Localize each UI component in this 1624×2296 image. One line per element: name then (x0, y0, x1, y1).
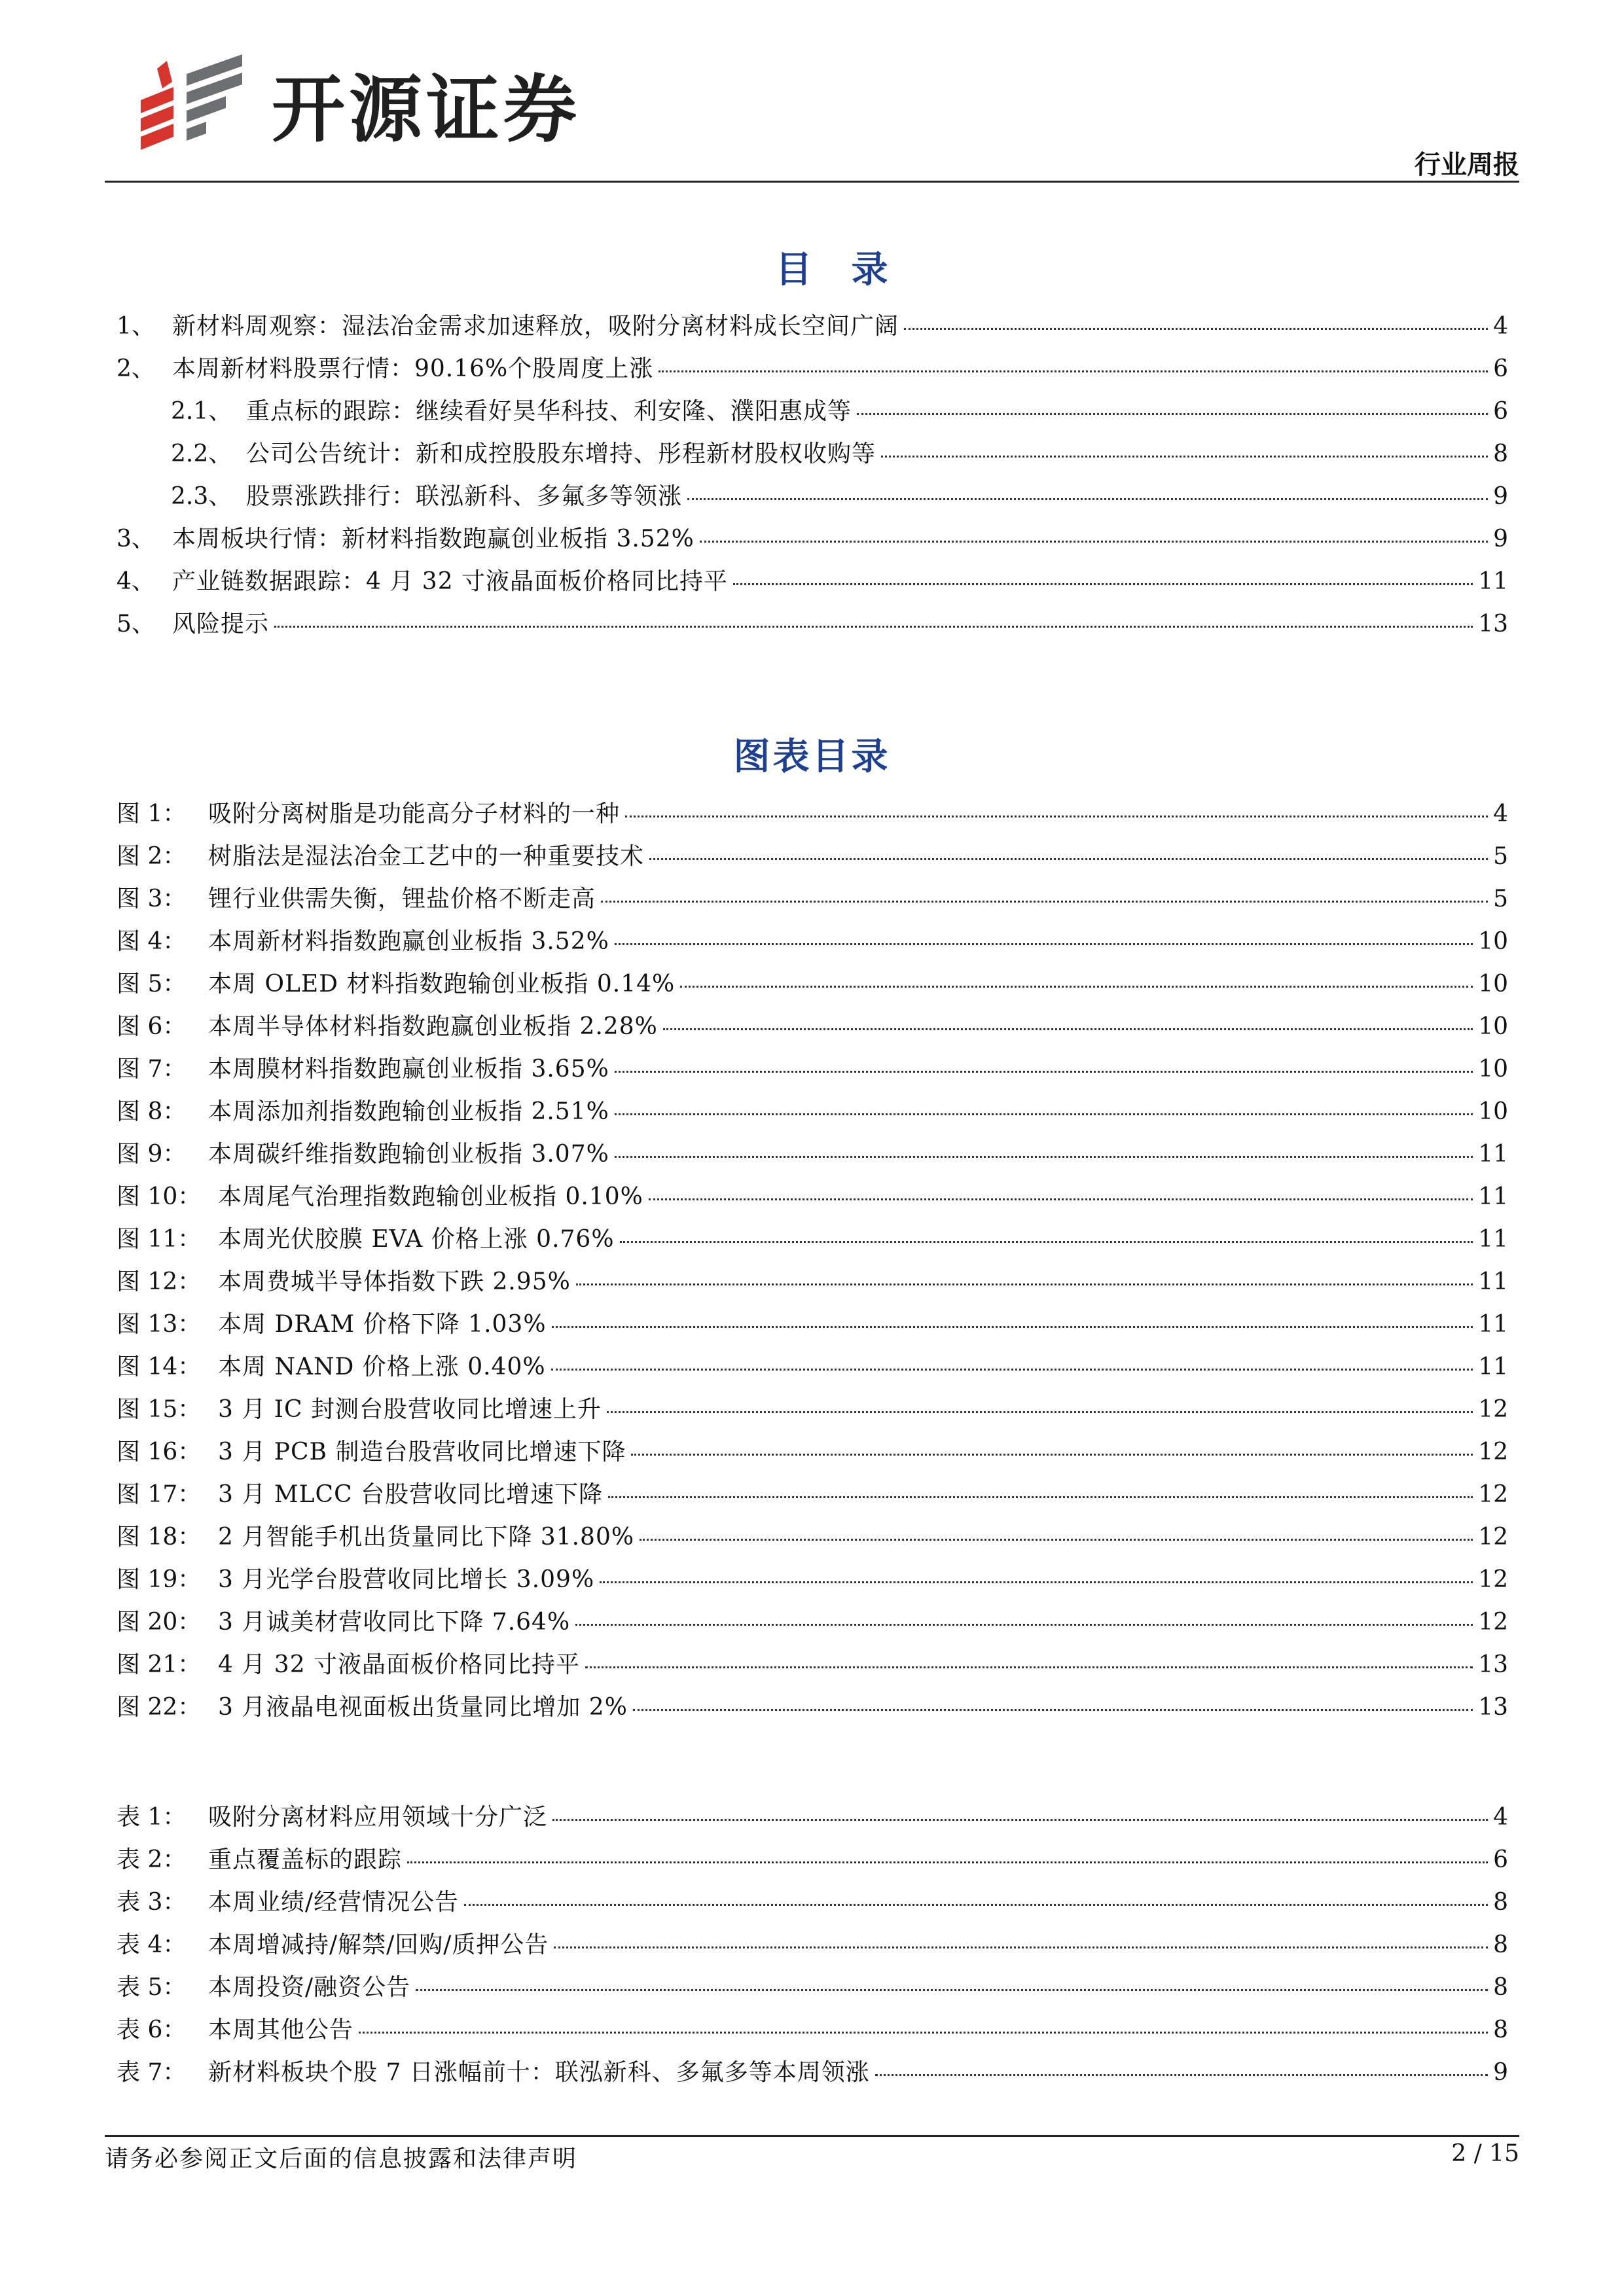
logo-text: 开源证券 (272, 67, 581, 152)
entry-number: 图 17： (117, 1481, 202, 1508)
entry-text: 本周 DRAM 价格下降 1.03% (218, 1311, 547, 1338)
entry-page: 13 (1478, 1694, 1508, 1721)
toc-entry[interactable] (117, 308, 1508, 350)
dot-leader (464, 1904, 1488, 1906)
entry-text: 产业链数据跟踪：4 月 32 寸液晶面板价格同比持平 (172, 568, 729, 595)
dot-leader (881, 456, 1488, 457)
entry-text: 本周 OLED 材料指数跑输创业板指 0.14% (208, 971, 676, 997)
dot-leader (640, 1539, 1473, 1541)
entry-text: 重点覆盖标的跟踪 (208, 1846, 403, 1873)
figure-list (117, 795, 1508, 1731)
dot-leader (700, 541, 1488, 543)
dot-leader (600, 1581, 1473, 1583)
legal-disclaimer: 请务必参阅正文后面的信息披露和法律声明 (105, 2145, 578, 2172)
dot-leader (551, 1369, 1473, 1371)
entry-number: 2.3、 (171, 483, 232, 510)
dot-leader (649, 1198, 1473, 1200)
entry-number: 图 7： (117, 1056, 187, 1083)
entry-text: 树脂法是湿法冶金工艺中的一种重要技术 (208, 843, 645, 870)
entry-text: 2 月智能手机出货量同比下降 31.80% (218, 1524, 635, 1551)
entry-text: 本周碳纤维指数跑输创业板指 3.07% (208, 1141, 609, 1168)
entry-text: 重点标的跟踪：继续看好昊华科技、利安隆、濮阳惠成等 (246, 398, 852, 425)
entry-number: 图 20： (117, 1609, 202, 1636)
entry-number: 图 10： (117, 1183, 202, 1210)
dot-leader (615, 943, 1473, 945)
entry-text: 本周新材料股票行情：90.16%个股周度上涨 (172, 355, 654, 382)
figure-entry[interactable] (117, 1221, 1508, 1263)
figure-entry[interactable] (117, 1689, 1508, 1731)
dot-leader (631, 1454, 1473, 1456)
table-entry[interactable] (117, 1926, 1508, 1969)
entry-text: 本周添加剂指数跑输创业板指 2.51% (208, 1098, 609, 1125)
entry-page: 6 (1493, 355, 1508, 382)
entry-page: 10 (1478, 1013, 1508, 1040)
entry-number: 表 4： (117, 1931, 187, 1958)
entry-page: 12 (1478, 1439, 1508, 1465)
figure-entry[interactable] (117, 880, 1508, 923)
dot-leader (607, 1411, 1473, 1413)
figure-entry[interactable] (117, 1050, 1508, 1093)
entry-page: 12 (1478, 1524, 1508, 1551)
figure-entry[interactable] (117, 1646, 1508, 1689)
header-divider (105, 181, 1519, 183)
dot-leader (552, 1819, 1488, 1821)
entry-page: 11 (1478, 1183, 1508, 1210)
entry-text: 股票涨跌排行：联泓新科、多氟多等领涨 (246, 483, 683, 510)
entry-text: 4 月 32 寸液晶面板价格同比持平 (218, 1651, 581, 1678)
entry-text: 本周增减持/解禁/回购/质押公告 (208, 1931, 549, 1958)
figure-entry[interactable] (117, 1178, 1508, 1221)
entry-text: 3 月 IC 封测台股营收同比增速上升 (218, 1396, 602, 1423)
dot-leader (416, 1989, 1488, 1991)
entry-number: 图 12： (117, 1268, 202, 1295)
figure-entry[interactable] (117, 1604, 1508, 1646)
entry-page: 11 (1478, 1354, 1508, 1380)
figure-entry[interactable] (117, 965, 1508, 1008)
entry-page: 5 (1493, 843, 1508, 870)
dot-leader (608, 1496, 1473, 1498)
toc-title: 目录 (775, 249, 928, 291)
entry-text: 新材料板块个股 7 日涨幅前十：联泓新科、多氟多等本周领涨 (208, 2059, 870, 2086)
entry-number: 图 6： (117, 1013, 187, 1040)
figure-entry[interactable] (117, 1348, 1508, 1391)
entry-number: 2.2、 (171, 440, 232, 467)
entry-page: 10 (1478, 971, 1508, 997)
entry-text: 本周 NAND 价格上涨 0.40% (218, 1354, 546, 1380)
entry-page: 12 (1478, 1396, 1508, 1423)
entry-page: 8 (1493, 440, 1508, 467)
entry-number: 表 5： (117, 1974, 187, 2001)
entry-number: 3、 (117, 526, 155, 552)
dot-leader (687, 498, 1488, 500)
entry-number: 表 7： (117, 2059, 187, 2086)
entry-page: 9 (1493, 483, 1508, 510)
entry-page: 12 (1478, 1609, 1508, 1636)
entry-number: 图 22： (117, 1694, 202, 1721)
figure-entry[interactable] (117, 1391, 1508, 1433)
entry-number: 2.1、 (171, 398, 232, 425)
entry-number: 图 1： (117, 800, 187, 827)
entry-number: 图 14： (117, 1354, 202, 1380)
company-logo (134, 51, 581, 156)
entry-number: 表 1： (117, 1804, 187, 1831)
entry-text: 本周业绩/经营情况公告 (208, 1889, 460, 1916)
table-entry[interactable] (117, 2011, 1508, 2054)
dot-leader (633, 1709, 1473, 1711)
entry-number: 表 2： (117, 1846, 187, 1873)
entry-text: 本周半导体材料指数跑赢创业板指 2.28% (208, 1013, 658, 1040)
figure-entry[interactable] (117, 1433, 1508, 1476)
entry-number: 图 2： (117, 843, 187, 870)
entry-text: 本周光伏胶膜 EVA 价格上涨 0.76% (218, 1226, 615, 1253)
figure-entry[interactable] (117, 1561, 1508, 1604)
entry-text: 本周投资/融资公告 (208, 1974, 411, 2001)
entry-page: 9 (1493, 526, 1508, 552)
entry-text: 本周板块行情：新材料指数跑赢创业板指 3.52% (172, 526, 695, 552)
entry-text: 3 月光学台股营收同比增长 3.09% (218, 1566, 595, 1593)
entry-text: 3 月 MLCC 台股营收同比增速下降 (218, 1481, 604, 1508)
figure-entry[interactable] (117, 1306, 1508, 1348)
entry-number: 图 4： (117, 928, 187, 955)
entry-number: 图 21： (117, 1651, 202, 1678)
entry-number: 图 19： (117, 1566, 202, 1593)
dot-leader (615, 1071, 1473, 1073)
entry-page: 8 (1493, 1974, 1508, 2001)
dot-leader (680, 986, 1473, 988)
entry-number: 图 16： (117, 1439, 202, 1465)
dot-leader (407, 1861, 1488, 1863)
entry-number: 1、 (117, 313, 155, 340)
toc-entry[interactable] (117, 605, 1508, 648)
entry-page: 8 (1493, 1931, 1508, 1958)
entry-page: 11 (1478, 1311, 1508, 1338)
dot-leader (585, 1666, 1473, 1668)
entry-page: 4 (1493, 1804, 1508, 1831)
entry-page: 11 (1478, 1141, 1508, 1168)
footer-divider (105, 2135, 1519, 2137)
entry-page: 4 (1493, 800, 1508, 827)
table-entry[interactable] (117, 1884, 1508, 1926)
dot-leader (620, 1241, 1473, 1243)
dot-leader (663, 1028, 1473, 1030)
report-type-label: 行业周报 (1415, 150, 1519, 180)
entry-number: 图 8： (117, 1098, 187, 1125)
toc-list (117, 308, 1508, 648)
logo-mark-icon (134, 54, 252, 152)
entry-page: 10 (1478, 928, 1508, 955)
page-number: 2 / 15 (1451, 2140, 1519, 2167)
entry-page: 13 (1478, 1651, 1508, 1678)
figure-entry[interactable] (117, 1093, 1508, 1136)
entry-number: 图 18： (117, 1524, 202, 1551)
dot-leader (649, 858, 1488, 860)
figure-entry[interactable] (117, 923, 1508, 965)
entry-number: 表 3： (117, 1889, 187, 1916)
figure-entry[interactable] (117, 1263, 1508, 1306)
entry-number: 图 11： (117, 1226, 202, 1253)
figure-entry[interactable] (117, 1476, 1508, 1518)
entry-text: 本周尾气治理指数跑输创业板指 0.10% (218, 1183, 643, 1210)
entry-number: 5、 (117, 611, 155, 637)
dot-leader (601, 901, 1488, 903)
table-entry[interactable] (117, 1969, 1508, 2011)
entry-number: 图 5： (117, 971, 187, 997)
dot-leader (904, 328, 1488, 330)
table-entry[interactable] (117, 1799, 1508, 1841)
entry-page: 13 (1478, 611, 1508, 637)
entry-page: 12 (1478, 1481, 1508, 1508)
entry-number: 图 3： (117, 886, 187, 912)
entry-number: 图 9： (117, 1141, 187, 1168)
dot-leader (576, 1283, 1473, 1285)
figure-entry[interactable] (117, 1136, 1508, 1178)
entry-page: 6 (1493, 398, 1508, 425)
dot-leader (659, 370, 1488, 372)
dot-leader (274, 626, 1473, 628)
toc-entry[interactable] (117, 563, 1508, 605)
entry-text: 吸附分离材料应用领域十分广泛 (208, 1804, 548, 1831)
entry-number: 图 13： (117, 1311, 202, 1338)
entry-page: 4 (1493, 313, 1508, 340)
dot-leader (875, 2074, 1488, 2076)
entry-page: 10 (1478, 1056, 1508, 1083)
entry-page: 10 (1478, 1098, 1508, 1125)
dot-leader (359, 2032, 1488, 2034)
entry-text: 锂行业供需失衡，锂盐价格不断走高 (208, 886, 596, 912)
entry-text: 吸附分离树脂是功能高分子材料的一种 (208, 800, 621, 827)
entry-text: 本周新材料指数跑赢创业板指 3.52% (208, 928, 609, 955)
entry-text: 本周费城半导体指数下跌 2.95% (218, 1268, 571, 1295)
table-list (117, 1799, 1508, 2096)
entry-page: 12 (1478, 1566, 1508, 1593)
entry-text: 新材料周观察：湿法冶金需求加速释放，吸附分离材料成长空间广阔 (172, 313, 899, 340)
toc-subentry[interactable] (117, 478, 1508, 520)
toc-entry[interactable] (117, 520, 1508, 563)
entry-text: 本周膜材料指数跑赢创业板指 3.65% (208, 1056, 609, 1083)
dot-leader (733, 583, 1473, 585)
entry-text: 风险提示 (172, 611, 270, 637)
entry-number: 图 15： (117, 1396, 202, 1423)
entry-page: 9 (1493, 2059, 1508, 2086)
entry-page: 11 (1478, 1268, 1508, 1295)
figure-entry[interactable] (117, 1518, 1508, 1561)
entry-number: 2、 (117, 355, 155, 382)
entry-page: 8 (1493, 1889, 1508, 1916)
entry-text: 本周其他公告 (208, 2017, 354, 2043)
entry-text: 公司公告统计：新和成控股股东增持、彤程新材股权收购等 (246, 440, 876, 467)
entry-number: 4、 (117, 568, 155, 595)
entry-page: 8 (1493, 2017, 1508, 2043)
toc-subentry[interactable] (117, 393, 1508, 435)
entry-text: 3 月液晶电视面板出货量同比增加 2% (218, 1694, 628, 1721)
figure-list-title: 图表目录 (733, 736, 891, 778)
entry-page: 11 (1478, 1226, 1508, 1253)
dot-leader (615, 1156, 1473, 1158)
entry-page: 5 (1493, 886, 1508, 912)
entry-number: 表 6： (117, 2017, 187, 2043)
entry-page: 11 (1478, 568, 1508, 595)
toc-entry[interactable] (117, 350, 1508, 393)
dot-leader (554, 1946, 1488, 1948)
figure-entry[interactable] (117, 838, 1508, 880)
figure-entry[interactable] (117, 795, 1508, 838)
entry-text: 3 月 PCB 制造台股营收同比增速下降 (218, 1439, 626, 1465)
table-entry[interactable] (117, 1841, 1508, 1884)
entry-page: 6 (1493, 1846, 1508, 1873)
toc-subentry[interactable] (117, 435, 1508, 478)
dot-leader (575, 1624, 1473, 1626)
dot-leader (625, 816, 1488, 817)
entry-text: 3 月诚美材营收同比下降 7.64% (218, 1609, 571, 1636)
figure-entry[interactable] (117, 1008, 1508, 1050)
dot-leader (615, 1113, 1473, 1115)
dot-leader (552, 1326, 1473, 1328)
table-entry[interactable] (117, 2054, 1508, 2096)
dot-leader (857, 413, 1488, 415)
